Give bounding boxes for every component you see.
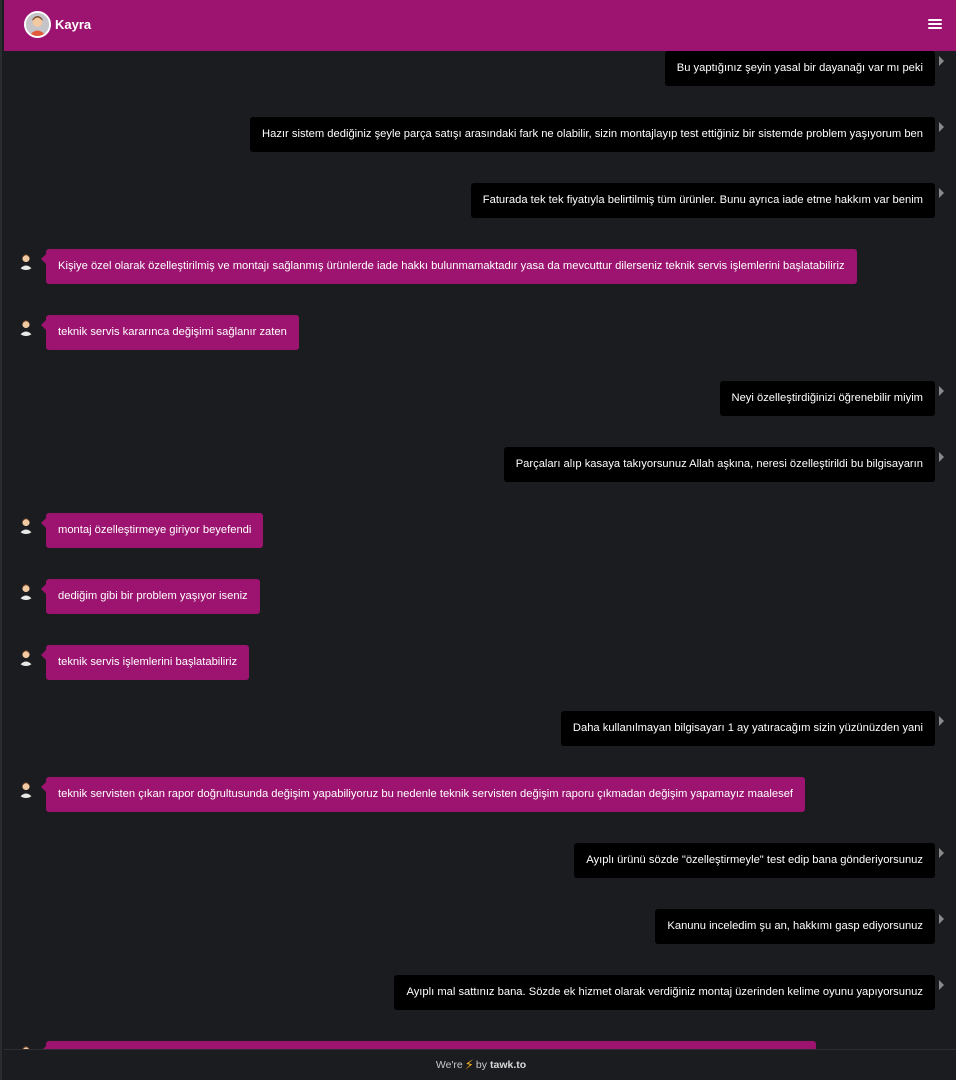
visitor-message — [4, 183, 956, 218]
visitor-message — [4, 975, 956, 1010]
chat-header — [4, 0, 956, 51]
agent-avatar-icon — [17, 318, 35, 336]
visitor-message — [4, 117, 956, 152]
lightning-bolt-icon: ⚡ — [464, 1057, 474, 1072]
agent-message — [4, 1041, 956, 1049]
agent-message — [4, 645, 956, 680]
agent-avatar-icon — [17, 516, 35, 534]
message-bubble: Faturada tek tek fiyatıyla belirtilmiş tüm ürünler. Bunu ayrıca iade etme hakkım var benim — [471, 183, 935, 218]
message-bubble: teknik servis işlemlerini başlatabiliriz — [46, 645, 249, 680]
footer-brand: tawk.to — [489, 1059, 527, 1071]
visitor-message — [4, 711, 956, 746]
message-bubble — [46, 1041, 816, 1049]
bubble-tail — [939, 56, 944, 66]
agent-avatar-icon — [17, 252, 35, 270]
message-bubble: Parçaları alıp kasaya takıyorsunuz Allah aşkına, neresi özelleştirildi bu bilgisayarın — [504, 447, 935, 482]
agent-message — [4, 777, 956, 812]
message-bubble: Bu yaptığınız şeyin yasal bir dayanağı var mı peki — [665, 51, 935, 86]
hamburger-menu-icon[interactable] — [928, 17, 942, 31]
agent-avatar-icon — [17, 780, 35, 798]
agent-avatar-icon — [17, 582, 35, 600]
bubble-tail — [939, 188, 944, 198]
bubble-tail — [939, 386, 944, 396]
message-bubble: Neyi özelleştirdiğinizi öğrenebilir miyim — [720, 381, 936, 416]
visitor-message — [4, 381, 956, 416]
message-list — [4, 51, 956, 1049]
message-bubble: Kişiye özel olarak özelleştirilmiş ve montajı sağlanmış ürünlerde iade hakkı bulunmamaktadır yasa da mevcuttur dilerseniz teknik servis işlemlerini başlatabiliriz — [46, 249, 857, 284]
agent-message — [4, 315, 956, 350]
footer-prefix: We're — [435, 1059, 463, 1071]
agent-name: Kayra — [55, 17, 92, 32]
bubble-tail — [939, 914, 944, 924]
message-bubble: dediğim gibi bir problem yaşıyor iseniz — [46, 579, 260, 614]
visitor-message — [4, 447, 956, 482]
message-bubble: Ayıplı mal sattınız bana. Sözde ek hizmet olarak verdiğiniz montaj üzerinden kelime oyunu yapıyorsunuz — [394, 975, 935, 1010]
visitor-message — [4, 909, 956, 944]
message-bubble: Daha kullanılmayan bilgisayarı 1 ay yatıracağım sizin yüzünüzden yani — [561, 711, 935, 746]
agent-avatar-icon — [17, 648, 35, 666]
agent-avatar-icon — [24, 11, 51, 38]
agent-message — [4, 513, 956, 548]
bubble-tail — [939, 848, 944, 858]
agent-message — [4, 579, 956, 614]
bubble-tail — [939, 716, 944, 726]
footer-by: by — [475, 1059, 487, 1071]
message-bubble: Kanunu inceledim şu an, hakkımı gasp ediyorsunuz — [655, 909, 935, 944]
message-bubble: montaj özelleştirmeye giriyor beyefendi — [46, 513, 263, 548]
bubble-tail — [939, 122, 944, 132]
visitor-message — [4, 843, 956, 878]
powered-by-footer[interactable] — [4, 1049, 956, 1080]
agent-message — [4, 249, 956, 284]
message-bubble: Hazır sistem dediğiniz şeyle parça satışı arasındaki fark ne olabilir, sizin montajlayıp test ettiğiniz bir sistemde problem yaşıyorum ben — [250, 117, 935, 152]
bubble-tail — [939, 452, 944, 462]
message-bubble: teknik servisten çıkan rapor doğrultusunda değişim yapabiliyoruz bu nedenle teknik servisten değişim raporu çıkmadan değişim yapamayız maalesef — [46, 777, 805, 812]
message-bubble: Ayıplı ürünü sözde "özelleştirmeyle" test edip bana gönderiyorsunuz — [574, 843, 935, 878]
message-bubble: teknik servis kararınca değişimi sağlanır zaten — [46, 315, 299, 350]
bubble-tail — [939, 980, 944, 990]
visitor-message — [4, 51, 956, 86]
